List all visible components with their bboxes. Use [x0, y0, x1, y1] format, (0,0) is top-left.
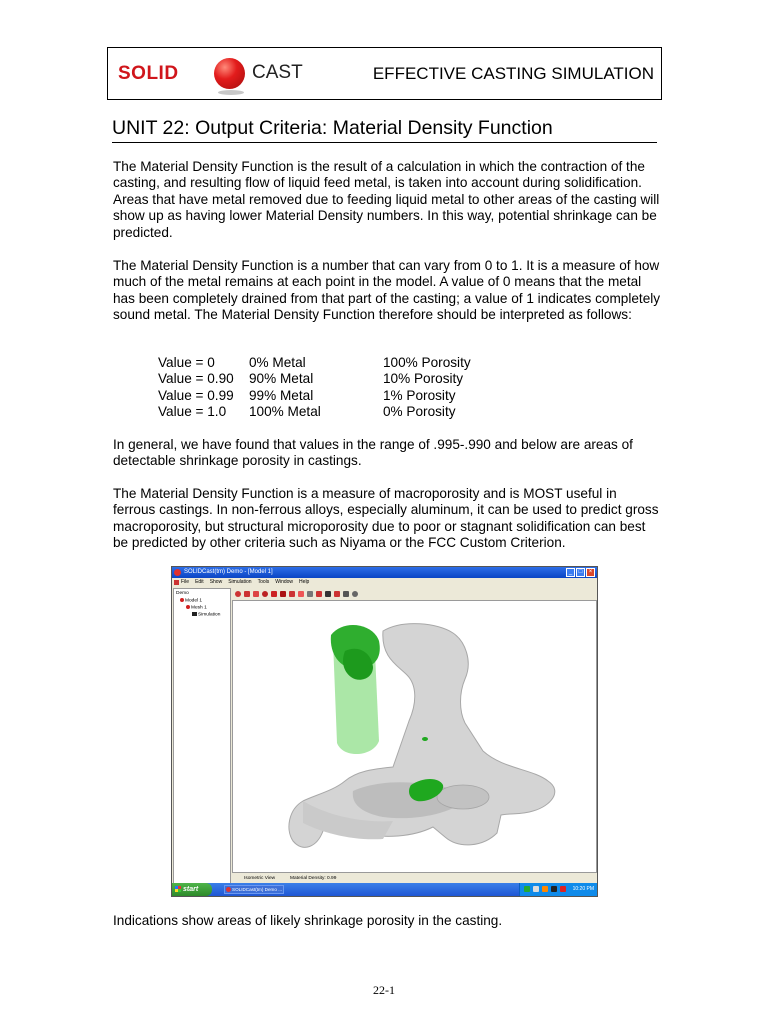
maximize-icon: □: [576, 568, 585, 577]
bars-icon: [316, 591, 322, 597]
header-tagline: EFFECTIVE CASTING SIMULATION: [372, 64, 654, 83]
porosity-cell: 0% Porosity: [383, 404, 456, 420]
value-row: [158, 355, 538, 371]
page-title: UNIT 22: Output Criteria: Material Density Function: [112, 117, 553, 139]
metal-cell: 99% Metal: [249, 387, 314, 403]
value-row: [158, 404, 538, 420]
solidcast-logo: [118, 54, 303, 96]
3d-viewport: [232, 600, 597, 873]
tray-app-icon: [551, 886, 557, 892]
title-divider: [112, 142, 657, 143]
page-number: 22-1: [373, 983, 395, 997]
menu-edit: Edit: [195, 579, 204, 585]
pencil-icon: [334, 591, 340, 597]
logo-cast-text: CAST: [252, 62, 303, 83]
metal-cell: 90% Metal: [249, 371, 314, 387]
window-titlebar: [172, 567, 597, 578]
window-controls: [566, 568, 595, 577]
paragraph-range: In general, we have found that values in the range of .995-.990 and below are areas of detectable shrinkage porosity in castings.: [113, 437, 633, 469]
value-cell: Value = 0.99: [158, 387, 234, 403]
windows-taskbar: [172, 883, 597, 896]
paragraph-macroporosity: The Material Density Function is a measure of macroporosity and is MOST useful in ferrous castings. In non-ferrous alloys, especially aluminum, it can be used to predict gross macroporosity, but structural microporosity due to poor or stagnant solidification can best be predicted by other criteria such as Niyama or the FCC Custom Criterion.: [113, 486, 659, 551]
value-row: [158, 388, 538, 404]
porosity-cell: 1% Porosity: [383, 387, 456, 403]
simulation-icon: [192, 612, 197, 616]
taskbar-item: [224, 885, 284, 894]
paragraph-intro: The Material Density Function is the result of a calculation in which the contraction of the casting, and resulting flow of liquid feed metal, is taken into account during solidification. Areas that have metal removed due to feeding liquid metal to other areas of the casting will show up as having lower Material Density numbers. In this way, potential shrinkage can be predicted.: [113, 159, 660, 240]
system-tray: [519, 883, 597, 896]
porosity-cell: 10% Porosity: [383, 371, 464, 387]
tree-item-simulation: Simulation: [192, 612, 220, 618]
tray-network-icon: [524, 886, 530, 892]
tree-item-mesh: Mesh 1: [186, 605, 207, 611]
app-icon: [174, 569, 181, 576]
casting-render: [233, 601, 596, 872]
pointer-icon: [325, 591, 331, 597]
doc-icon: [174, 580, 179, 585]
menu-show: Show: [209, 579, 223, 585]
target-icon: [262, 591, 268, 597]
status-criterion: Material Density: 0.99: [290, 876, 337, 881]
rotate-icon: [343, 591, 349, 597]
tree-item-demo: Demo: [176, 591, 189, 596]
hotspot-small: [422, 737, 428, 741]
value-cell: Value = 1.0: [158, 404, 227, 420]
value-cell: Value = 0: [158, 355, 215, 370]
grid-icon: [298, 591, 304, 597]
block-icon: [289, 591, 295, 597]
paragraph-definition: The Material Density Function is a number that can vary from 0 to 1. It is a measure of how much of the metal remains at each point in the model. A value of 0 means that the metal has been completely drained from that part of the casting; a value of 1 indicates completely sound metal. The Material Density Function therefore should be interpreted as follows:: [113, 258, 661, 323]
menu-window: Window: [275, 579, 294, 585]
mesh-icon: [186, 605, 190, 609]
figures-icon: [280, 591, 286, 597]
tray-mail-icon: [560, 886, 566, 892]
taskbar-item-label: SOLIDCast(tm) Demo ...: [232, 887, 283, 892]
sphere-shadow-icon: [218, 90, 244, 95]
menu-help: Help: [299, 579, 310, 585]
tray-shield-icon: [533, 886, 539, 892]
metal-cell: 100% Metal: [249, 404, 321, 420]
zoom-icon: [352, 591, 358, 597]
software-screenshot: [171, 566, 598, 897]
tree-item-model: Model 1: [180, 598, 202, 604]
menu-bar: [172, 578, 597, 587]
pin-icon: [244, 591, 250, 597]
status-view: Isometric View: [244, 876, 276, 881]
window-title: SOLIDCast(tm) Demo - [Model 1]: [184, 569, 273, 575]
minimize-icon: _: [566, 568, 575, 577]
porosity-cell: 100% Porosity: [383, 355, 471, 370]
value-table: [158, 355, 538, 421]
start-button: [172, 883, 212, 896]
logo-solid-text: SOLID: [118, 63, 179, 84]
toolbar: [232, 588, 597, 599]
header-box: [107, 47, 662, 100]
windows-flag-icon: [175, 886, 181, 892]
record-icon: [235, 591, 241, 597]
figure-caption: Indications show areas of likely shrinkage porosity in the casting.: [113, 913, 503, 928]
chart-icon: [307, 591, 313, 597]
menu-simulation: Simulation: [228, 579, 252, 585]
start-label: start: [183, 886, 199, 893]
figure-icon: [271, 591, 277, 597]
cross-icon: [253, 591, 259, 597]
tray-clock: 10:20 PM: [572, 886, 594, 892]
close-icon: ×: [586, 568, 595, 577]
model-icon: [180, 598, 184, 602]
project-tree: [173, 588, 231, 884]
menu-file: File: [181, 579, 190, 585]
value-cell: Value = 0.90: [158, 371, 234, 387]
menu-tools: Tools: [257, 579, 270, 585]
casting-hub: [437, 785, 489, 809]
metal-cell: 0% Metal: [249, 355, 306, 370]
red-sphere-icon: [214, 58, 245, 89]
solidcast-task-icon: [226, 887, 231, 892]
tray-update-icon: [542, 886, 548, 892]
value-row: [158, 371, 538, 387]
